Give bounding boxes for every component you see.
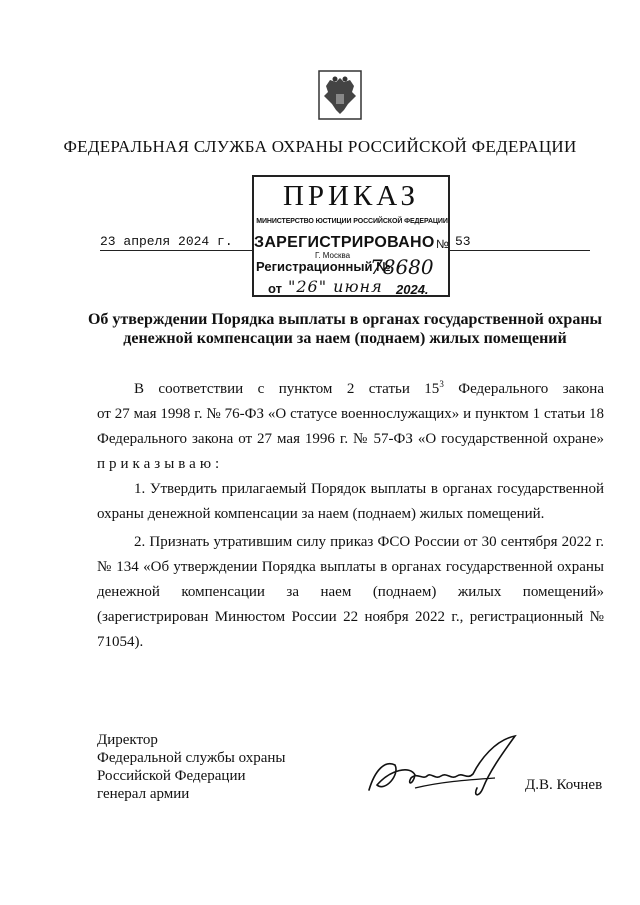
title-line-1: Об утверждении Порядка выплаты в органах государственной охраны: [87, 311, 603, 328]
preamble-line-4: приказываю:: [97, 456, 224, 472]
date-underline: [100, 250, 252, 251]
stamp-city: Г. Москва: [315, 251, 351, 260]
signatory-position: Директор: [97, 732, 158, 748]
stamp-registered: ЗАРЕГИСТРИРОВАНО: [254, 234, 435, 251]
signatory-country: Российской Федерации: [97, 768, 246, 784]
stamp-reg-label: Регистрационный №: [256, 259, 391, 274]
paragraph-1: 1. Утвердить прилагаемый Порядок выплаты в органах государственной охраны денежной компенсации за наем (поднаем) жилых помещений.: [97, 481, 604, 522]
paragraph-2: 2. Признать утратившим силу приказ ФСО России от 30 сентября 2022 г. № 134 «Об утверждении Порядка выплаты в органах государственной охраны денежной компенсации за наем (поднаем) жилых помещений» (зарегистрирован Минюстом России 22 ноября 2022 г., регистрационный № 71054).: [97, 534, 604, 650]
handwritten-signature: [355, 730, 530, 800]
stamp-date-handwritten: "26" июня: [288, 277, 383, 296]
preamble-text-b: Федерального закона: [443, 381, 604, 397]
stamp-reg-number: 78680: [370, 255, 434, 279]
signatory-rank: генерал армии: [97, 786, 190, 802]
stamp-date-year: 2024.: [396, 282, 429, 297]
signatory-block: [97, 731, 285, 803]
order-date: 23 апреля 2024 г.: [100, 234, 233, 249]
paragraph-preamble: [97, 372, 604, 477]
title-line-2: денежной компенсации за наем (поднаем) жилых помещений: [123, 330, 567, 347]
order-number: 53: [455, 234, 471, 249]
preamble-text-a: В соответствии с пунктом 2 статьи 15: [134, 381, 440, 397]
preamble-superscript: 3: [439, 379, 444, 389]
signatory-name: Д.В. Кочнев: [525, 777, 603, 793]
number-underline: [450, 250, 590, 251]
stamp-ministry: МИНИСТЕРСТВО ЮСТИЦИИ РОССИЙСКОЙ ФЕДЕРАЦИИ: [256, 218, 448, 225]
preamble-line-3: Федерального закона от 27 мая 1996 г. № 57-ФЗ «О государственной охране»: [97, 431, 604, 447]
coat-of-arms-icon: [318, 70, 362, 120]
stamp-date-prefix: от: [268, 281, 282, 296]
document-title: [80, 310, 610, 348]
preamble-line-2: от 27 мая 1998 г. № 76-ФЗ «О статусе военнослужащих» и пунктом 1 статьи 18: [97, 406, 604, 422]
document-type-prikaz: ПРИКАЗ: [282, 180, 420, 212]
order-number-sign: №: [436, 237, 449, 251]
signatory-agency: Федеральной службы охраны: [97, 750, 286, 766]
agency-name: ФЕДЕРАЛЬНАЯ СЛУЖБА ОХРАНЫ РОССИЙСКОЙ ФЕДЕРАЦИИ: [63, 137, 577, 156]
preamble-line-1: [97, 372, 604, 402]
